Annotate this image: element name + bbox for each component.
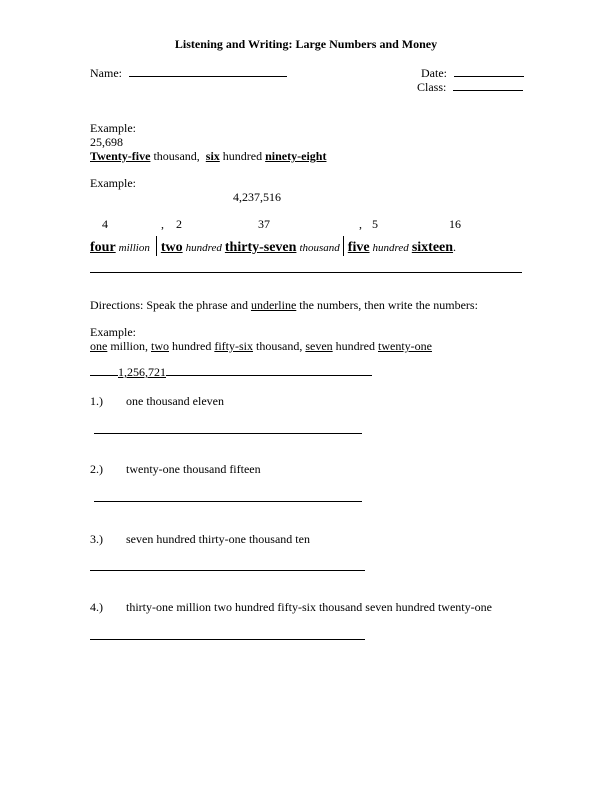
part-two: two — [160, 240, 183, 255]
item-1-number: 1.) — [90, 394, 103, 408]
digit-5: 5 — [372, 217, 378, 231]
item-2-text: twenty-one thousand fifteen — [126, 462, 261, 476]
word-thousand: thousand, — [150, 149, 206, 163]
part-thirty-seven: thirty-seven — [224, 240, 297, 255]
part-thousand: thousand — [299, 242, 340, 254]
word-hundred: hundred — [219, 149, 266, 163]
separator-line — [90, 272, 522, 273]
ex3-million: million, — [107, 339, 151, 353]
part-five: five — [347, 240, 370, 255]
directions-suffix: the numbers, then write the numbers: — [296, 298, 478, 312]
digit-comma-2: , — [359, 217, 362, 231]
ex3-answer-tail — [166, 375, 372, 376]
example3-answer-line — [90, 365, 372, 380]
directions-prefix: Directions: Speak the phrase and — [90, 298, 251, 312]
example1-number: 25,698 — [90, 135, 123, 149]
example3-label: Example: — [90, 325, 136, 339]
item-3-number: 3.) — [90, 532, 103, 546]
example2-number: 4,237,516 — [233, 190, 281, 204]
name-field[interactable] — [90, 66, 287, 81]
part-period: . — [453, 240, 457, 254]
item-1-answer-line[interactable] — [94, 433, 362, 434]
divider-2 — [343, 236, 344, 256]
item-1-text: one thousand eleven — [126, 394, 224, 408]
ex3-answer: 1,256,721 — [118, 365, 166, 379]
date-label: Date: — [421, 66, 447, 80]
date-blank[interactable] — [454, 76, 524, 77]
item-4-answer-line[interactable] — [90, 639, 365, 640]
digit-37: 37 — [258, 217, 270, 231]
name-label: Name: — [90, 66, 122, 80]
example1-words — [90, 149, 326, 164]
digit-comma-1: , — [161, 217, 164, 231]
word-twenty-five: Twenty-five — [90, 149, 151, 163]
ex3-hundred: hundred — [169, 339, 215, 353]
digit-16: 16 — [449, 217, 461, 231]
item-2-answer-line[interactable] — [94, 501, 362, 502]
class-label: Class: — [417, 80, 447, 94]
part-sixteen: sixteen — [411, 240, 454, 255]
ex3-seven: seven — [305, 339, 333, 353]
part-million: million — [118, 242, 150, 254]
divider-1 — [156, 236, 157, 256]
item-2-number: 2.) — [90, 462, 103, 476]
part-hundred-2: hundred — [372, 242, 409, 254]
example2-label: Example: — [90, 176, 136, 190]
digit-2: 2 — [176, 217, 182, 231]
part-hundred-1: hundred — [185, 242, 222, 254]
class-blank[interactable] — [453, 90, 523, 91]
item-3-text: seven hundred thirty-one thousand ten — [126, 532, 310, 546]
item-4-number: 4.) — [90, 600, 103, 614]
item-3-answer-line[interactable] — [90, 570, 365, 571]
ex3-one: one — [90, 339, 108, 353]
date-field[interactable] — [421, 66, 524, 81]
name-blank[interactable] — [129, 76, 287, 77]
ex3-twenty-one: twenty-one — [378, 339, 432, 353]
item-4-text: thirty-one million two hundred fifty-six thousand seven hundred twenty-one — [126, 600, 492, 614]
part-four: four — [90, 240, 116, 255]
example1-label: Example: — [90, 121, 136, 135]
directions — [90, 298, 478, 313]
word-ninety-eight: ninety-eight — [265, 149, 327, 163]
ex3-hundred-2: hundred — [332, 339, 378, 353]
example2-words — [90, 236, 456, 256]
word-six: six — [205, 149, 220, 163]
directions-underline-word: underline — [250, 298, 297, 312]
ex3-answer-lead — [90, 375, 118, 376]
ex3-fifty-six: fifty-six — [214, 339, 253, 353]
digit-4: 4 — [102, 217, 108, 231]
page-title: Listening and Writing: Large Numbers and Money — [174, 37, 438, 51]
example3-phrase — [90, 339, 432, 354]
class-field[interactable] — [417, 80, 523, 95]
ex3-two: two — [151, 339, 169, 353]
ex3-thousand: thousand, — [253, 339, 306, 353]
